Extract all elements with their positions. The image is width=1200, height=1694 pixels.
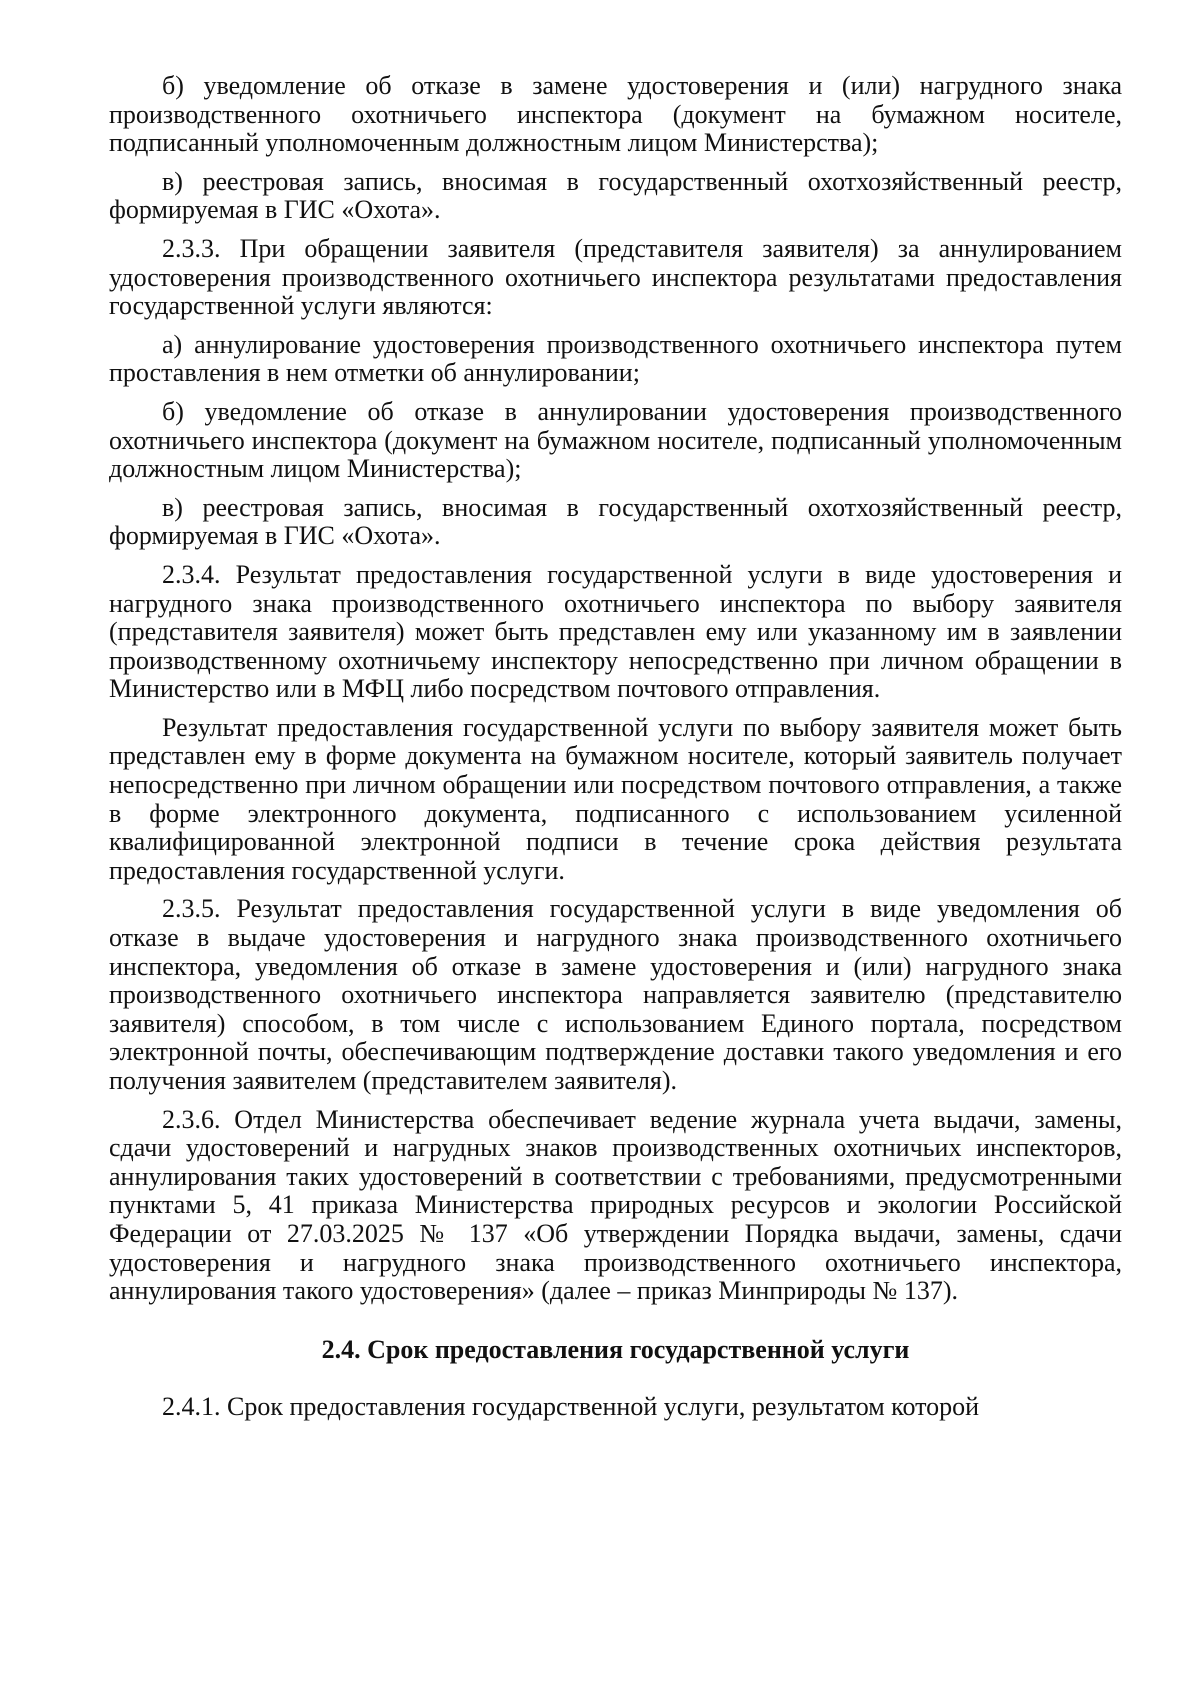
paragraph-2-4-1: 2.4.1. Срок предоставления государственной услуги, результатом которой (162, 1392, 980, 1422)
paragraph-v-registry-record: в) реестровая запись, вносимая в государственный охотхозяйственный реестр, формируемая в ГИС «Охота». (109, 166, 1122, 225)
document-body (109, 72, 1122, 1432)
paragraph-2-3-6: 2.3.6. Отдел Министерства обеспечивает ведение журнала учета выдачи, замены, сдачи удостоверений и нагрудных знаков производственных охотничьих инспекторов, аннулирования таких удостоверений в соответствии с требованиями, предусмотренными пунктами 5, 41 приказа Министерства природных ресурсов и экологии Российской Федерации от 27.03.2025 № 137 «Об утверждении Порядка выдачи, замены, сдачи удостоверения и нагрудного знака производственного охотничьего инспектора, аннулирования такого удостоверения» (далее – приказ Минприроды № 137). (109, 1104, 1122, 1306)
paragraph-2-3-4: 2.3.4. Результат предоставления государственной услуги в виде удостоверения и нагрудного знака производственного охотничьего инспектора по выбору заявителя (представителя заявителя) может быть представлен ему или указанному им в заявлении производственному охотничьему инспектору непосредственно при личном обращении в Министерство или в МФЦ либо посредством почтового отправления. (109, 559, 1122, 704)
paragraph-v-registry-record-2: в) реестровая запись, вносимая в государственный охотхозяйственный реестр, формируемая в ГИС «Охота». (109, 492, 1122, 551)
paragraph-result-form: Результат предоставления государственной услуги по выбору заявителя может быть представлен ему в форме документа на бумажном носителе, который заявитель получает непосредственно при личном обращении или посредством почтового отправления, а также в форме электронного документа, подписанного с использованием усиленной квалифицированной электронной подписи в течение срока действия результата предоставления государственной услуги. (109, 712, 1122, 885)
section-heading-2-4: 2.4. Срок предоставления государственной услуги (321, 1334, 910, 1364)
paragraph-b-annulment-refusal: б) уведомление об отказе в аннулировании удостоверения производственного охотничьего инспектора (документ на бумажном носителе, подписанный уполномоченным должностным лицом Министерства); (109, 396, 1122, 484)
paragraph-a-annulment: а) аннулирование удостоверения производственного охотничьего инспектора путем проставления в нем отметки об аннулировании; (109, 329, 1122, 388)
paragraph-2-3-5: 2.3.5. Результат предоставления государственной услуги в виде уведомления об отказе в выдаче удостоверения и нагрудного знака производственного охотничьего инспектора, уведомления об отказе в замене удостоверения и (или) нагрудного знака производственного охотничьего инспектора направляется заявителю (представителю заявителя) способом, в том числе с использованием Единого портала, посредством электронной почты, обеспечивающим подтверждение доставки такого уведомления и его получения заявителем (представителем заявителя). (109, 894, 1122, 1095)
paragraph-2-3-3: 2.3.3. При обращении заявителя (представителя заявителя) за аннулированием удостоверения производственного охотничьего инспектора результатами предоставления государственной услуги являются: (109, 233, 1122, 321)
paragraph-b-replacement-refusal: б) уведомление об отказе в замене удостоверения и (или) нагрудного знака производственного охотничьего инспектора (документ на бумажном носителе, подписанный уполномоченным должностным лицом Министерства); (109, 71, 1122, 158)
